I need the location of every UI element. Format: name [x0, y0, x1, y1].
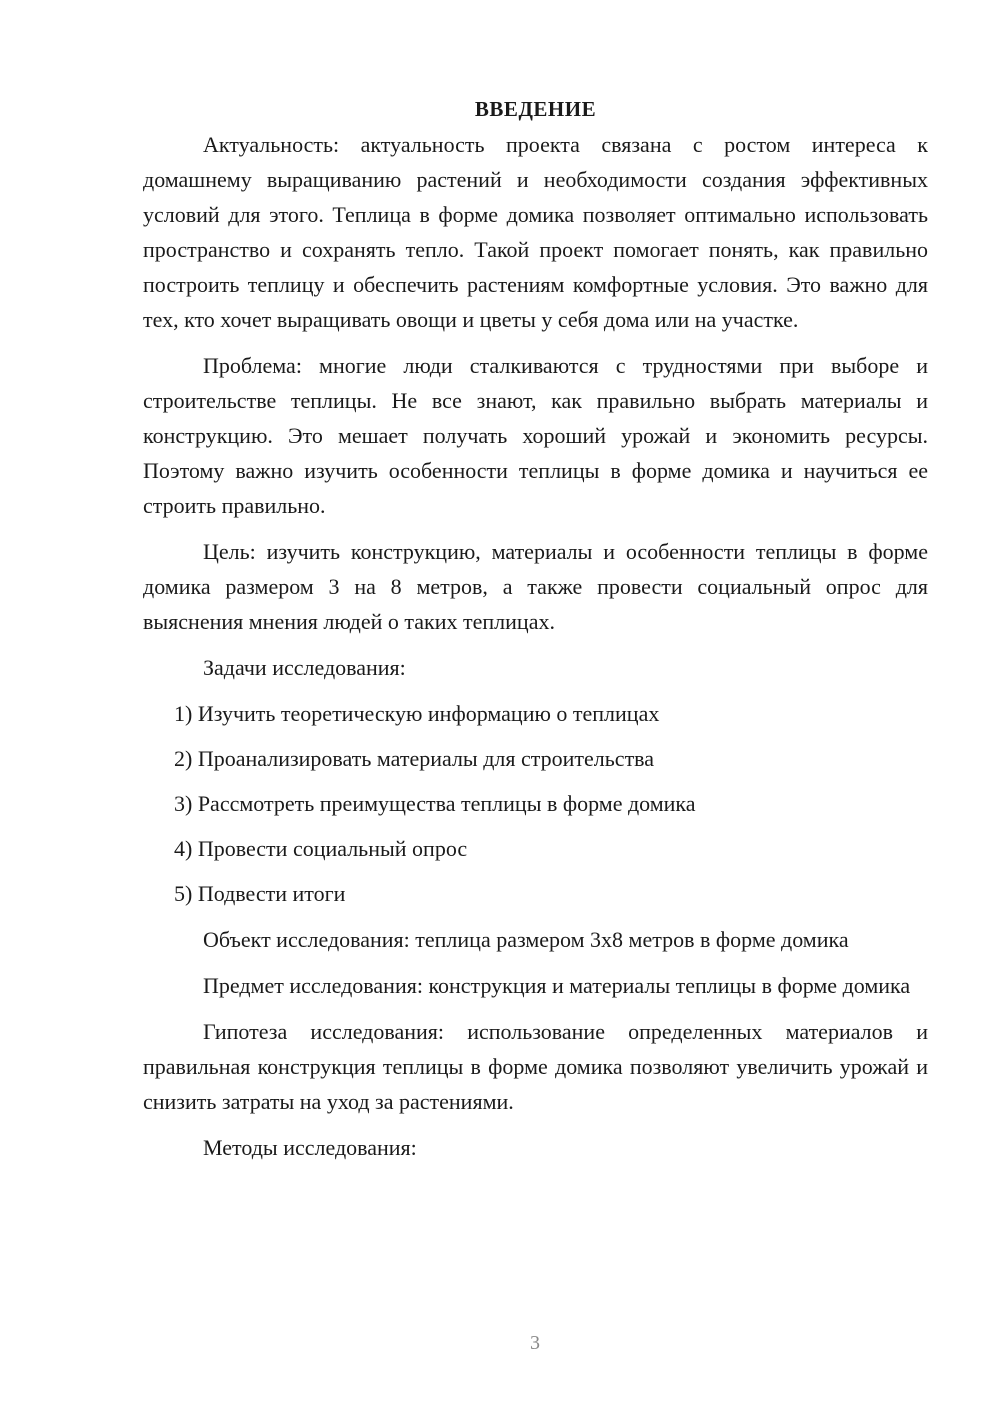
paragraph-goal: Цель: изучить конструкцию, материалы и особенности теплицы в форме домика размером 3 на 8 метров, а также провести социальный опрос для выяснения мнения людей о таких теплицах.	[143, 539, 928, 634]
tasks-list	[143, 696, 928, 911]
paragraph-subject: Предмет исследования: конструкция и материалы теплицы в форме домика	[203, 973, 911, 998]
paragraph-problem: Проблема: многие люди сталкиваются с трудностями при выборе и строительстве теплицы. Не все знают, как правильно выбрать материалы и конструкцию. Это мешает получать хороший урожай и экономить ресурсы. Поэтому важно изучить особенности теплицы в форме домика и научиться ее строить правильно.	[143, 353, 928, 518]
paragraph-hypothesis: Гипотеза исследования: использование определенных материалов и правильная конструкция теплицы в форме домика позволяют увеличить урожай и снизить затраты на уход за растениями.	[143, 1019, 928, 1114]
task-item: 3) Рассмотреть преимущества теплицы в форме домика	[174, 791, 696, 816]
task-item: 5) Подвести итоги	[174, 881, 346, 906]
task-item: 4) Провести социальный опрос	[174, 836, 468, 861]
paragraph-relevance: Актуальность: актуальность проекта связана с ростом интереса к домашнему выращиванию растений и необходимости создания эффективных условий для этого. Теплица в форме домика позволяет оптимально использовать пространство и сохранять тепло. Такой проект помогает понять, как правильно построить теплицу и обеспечить растениям комфортные условия. Это важно для тех, кто хочет выращивать овощи и цветы у себя дома или на участке.	[143, 132, 928, 332]
tasks-label: Задачи исследования:	[203, 655, 406, 680]
page-number: 3	[530, 1332, 540, 1354]
paragraph-object: Объект исследования: теплица размером 3х8 метров в форме домика	[203, 927, 849, 952]
task-item: 1) Изучить теоретическую информацию о теплицах	[174, 701, 660, 726]
page-content	[143, 92, 928, 1176]
section-heading: ВВЕДЕНИЕ	[474, 97, 597, 121]
task-item: 2) Проанализировать материалы для строительства	[174, 746, 655, 771]
methods-label: Методы исследования:	[203, 1135, 417, 1160]
